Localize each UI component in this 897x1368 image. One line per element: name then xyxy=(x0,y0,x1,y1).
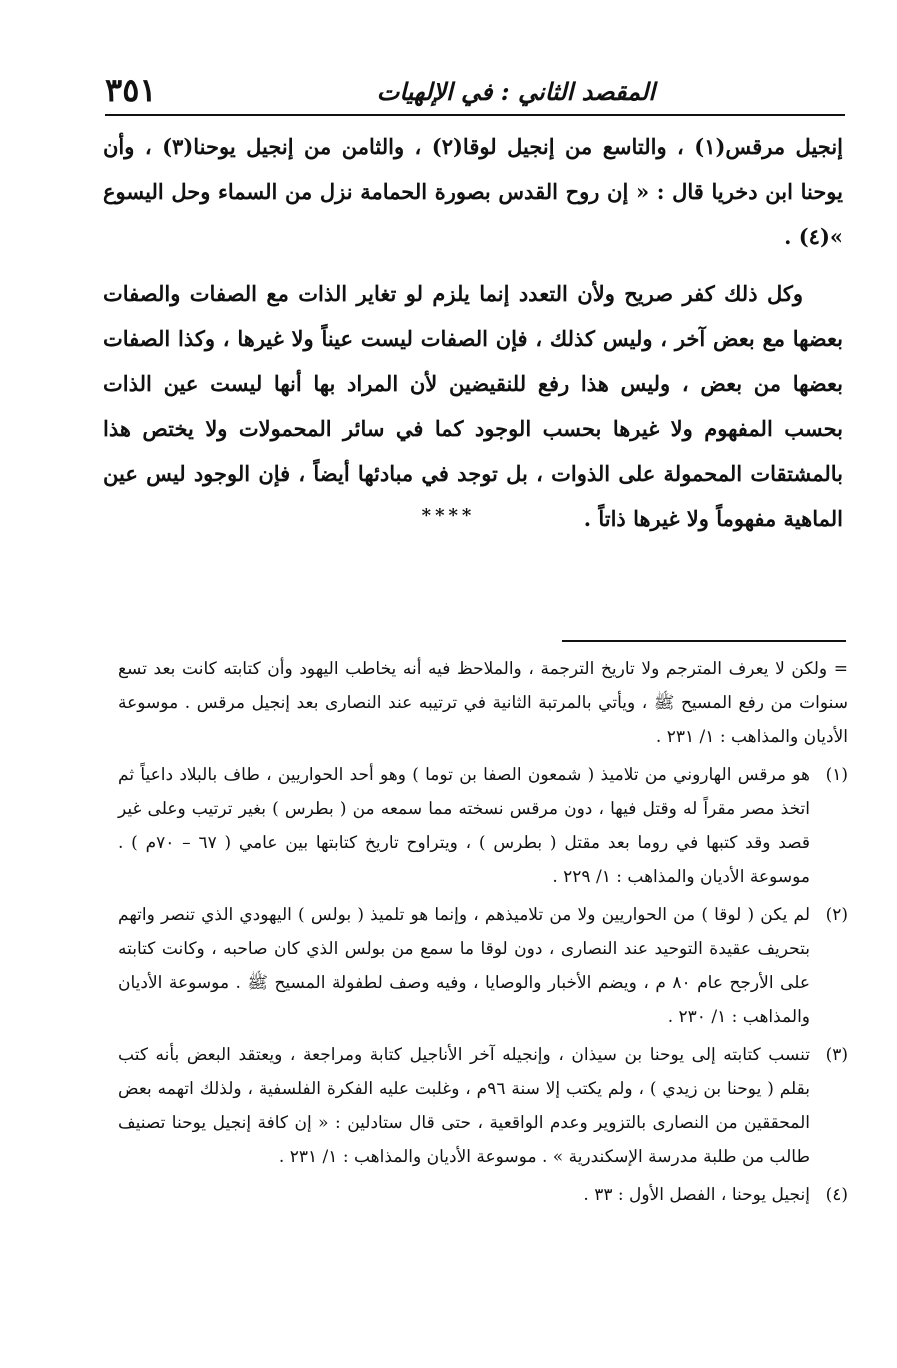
footnote-text: لم يكن ( لوقا ) من الحواريين ولا من تلاميذهم ، وإنما هو تلميذ ( بولس ) اليهودي الذي تنصر واتهم بتحريف عقيدة التوحيد عند النصارى ، دون لوقا ما سمع من بولس الذي كان صاحبه ، وكانت كتابته على الأرجح عام ٨٠ م ، ويضم الأخبار والوصايا ، وفيه وصف لطفولة المسيح ﷺ . موسوعة الأديان والمذاهب : ١/ ٢٣٠ . xyxy=(118,905,810,1027)
body-paragraph: وكل ذلك كفر صريح ولأن التعدد إنما يلزم لو تغاير الذات مع الصفات والصفات بعضها مع بعض آخر ، وليس كذلك ، فإن الصفات ليست عيناً ولا غيرها ، وكذا الصفات بعضها من بعض ، وليس هذا رفع للنقيضين لأن المراد بها أنها ليست عين الذات بحسب المفهوم ولا غيرها بحسب الوجود كما في سائر المحمولات ولا يختص هذا بالمشتقات المحمولة على الذوات ، بل توجد في مبادئها أيضاً ، فإن الوجود ليس عين الماهية مفهوماً ولا غيرها ذاتاً . xyxy=(103,281,843,531)
footnotes xyxy=(118,652,848,1216)
footnote-text: تنسب كتابته إلى يوحنا بن سيذان ، وإنجيله آخر الأناجيل كتابة ومراجعة ، ويعتقد البعض بأنه كتب بقلم ( يوحنا بن زيدي ) ، ولم يكتب إلا سنة ٩٦م ، وغلبت عليه الفكرة الفلسفية ، ولذلك اتهمه بعض المحققين من النصارى بالتزوير وعدم الواقعية ، حتى قال ستادلين : « إن كافة إنجيل يوحنا تصنيف طالب من طلبة مدرسة الإسكندرية » . موسوعة الأديان والمذاهب : ١/ ٢٣١ . xyxy=(118,1045,810,1167)
footnote-text: = ولكن لا يعرف المترجم ولا تاريخ الترجمة ، والملاحظ فيه أنه يخاطب اليهود وأن كتابته كانت بعد تسع سنوات من رفع المسيح ﷺ ، ويأتي بالمرتبة الثانية في ترتيبه عند النصارى بعد إنجيل مرقس . موسوعة الأديان والمذاهب : ١/ ٢٣١ . xyxy=(118,659,848,747)
body-paragraph: إنجيل مرقس(١) ، والتاسع من إنجيل لوقا(٢) ، والثامن من إنجيل يوحنا(٣) ، وأن يوحنا ابن دخريا قال : « إن روح القدس بصورة الحمامة نزل من السماء وحل اليسوع »(٤) . xyxy=(103,134,844,249)
footnote-number: (٤) xyxy=(825,1185,848,1205)
footnote-number: (١) xyxy=(825,765,848,785)
footnote xyxy=(118,1038,848,1174)
footnote xyxy=(118,1178,848,1212)
page-header xyxy=(105,72,845,116)
footnote-text: هو مرقس الهاروني من تلاميذ ( شمعون الصفا بن توما ) وهو أحد الحواريين ، طاف بالبلاد داعياً ثم اتخذ مصر مقراً له وقتل فيها ، دون مرقس نسخته مما سمعه من ( بطرس ) بغير ترتيب وعلى غير قصد وقد كتبها في روما بعد مقتل ( بطرس ) ، ويتراوح تاريخ كتابتها بين عامي ( ٦٧ – ٧٠م ) . موسوعة الأديان والمذاهب : ١/ ٢٢٩ . xyxy=(118,765,810,887)
main-text xyxy=(103,124,843,541)
footnote-continuation xyxy=(118,652,848,754)
footnote xyxy=(118,898,848,1034)
running-head: المقصد الثاني : في الإلهيات xyxy=(376,77,655,106)
footnote-number: (٢) xyxy=(825,905,848,925)
footnote-number: (٣) xyxy=(825,1045,848,1065)
section-separator: **** xyxy=(421,505,476,526)
page-number: ٣٥١ xyxy=(105,71,157,109)
footnote-text: إنجيل يوحنا ، الفصل الأول : ٣٣ . xyxy=(583,1185,810,1205)
footnote-divider xyxy=(562,640,846,642)
footnote xyxy=(118,758,848,894)
